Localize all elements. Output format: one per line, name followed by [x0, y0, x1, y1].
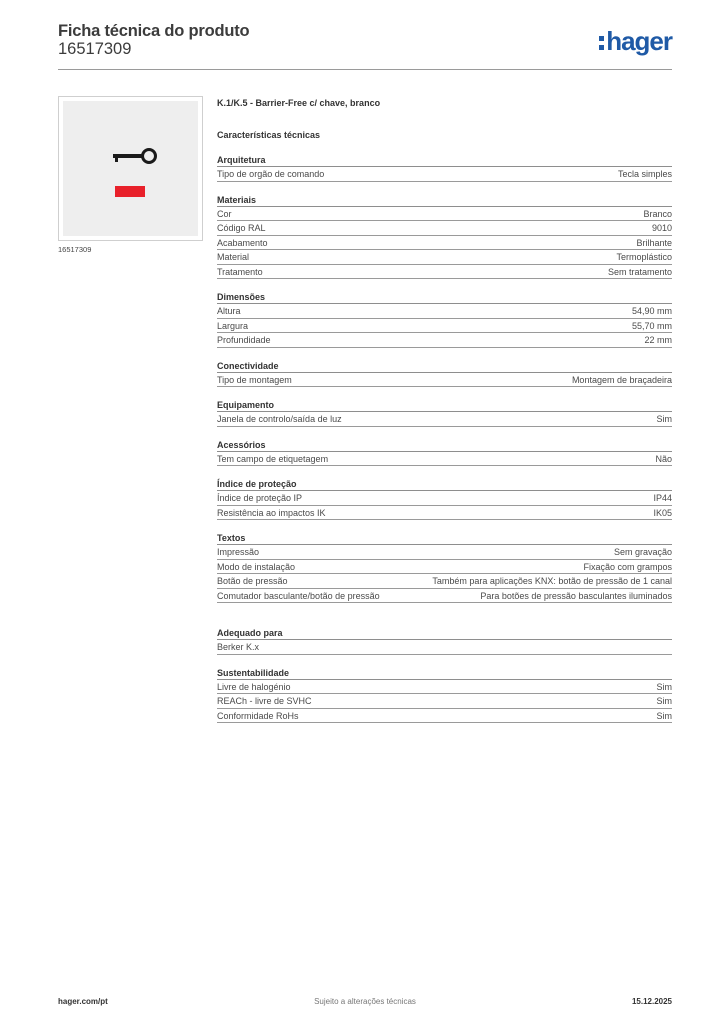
spec-row [217, 373, 672, 388]
spec-row [217, 319, 672, 334]
spec-value: Branco [643, 208, 672, 219]
spec-section [217, 532, 672, 603]
product-name: K.1/K.5 - Barrier-Free c/ chave, branco [217, 98, 381, 108]
spec-value: Para botões de pressão basculantes iluminados [480, 590, 672, 601]
spec-value: Montagem de braçadeira [571, 374, 672, 385]
spec-value: Brilhante [636, 237, 672, 248]
spec-section [217, 667, 672, 724]
spec-row [217, 680, 672, 695]
section-title: Arquitetura [217, 154, 672, 167]
spec-label: REACh - livre de SVHC [217, 696, 312, 706]
section-title: Acessórios [217, 439, 672, 452]
spec-row [217, 167, 672, 182]
spec-section [217, 627, 672, 655]
spec-section [217, 360, 672, 388]
spec-label: Modo de instalação [217, 561, 296, 572]
spec-label: Botão de pressão [217, 576, 288, 586]
spec-section [217, 478, 672, 520]
technical-heading: Características técnicas [217, 130, 321, 140]
spec-label: Comutador basculante/botão de pressão [217, 590, 380, 601]
spec-row [217, 207, 672, 222]
product-number: 16517309 [58, 40, 132, 58]
spec-label: Janela de controlo/saída de luz [217, 414, 342, 424]
page-header [58, 22, 672, 70]
page-footer [58, 997, 672, 1011]
spec-value: Também para aplicações KNX: botão de pressão de 1 canal [432, 576, 672, 586]
spec-label: Índice de proteção IP [217, 493, 303, 503]
key-icon [111, 145, 161, 167]
footer-notice: Sujeito a alterações técnicas [314, 997, 416, 1006]
spec-row [217, 589, 672, 604]
spec-value: IK05 [653, 507, 672, 518]
spec-label: Berker K.x [217, 642, 260, 652]
section-title: Conectividade [217, 360, 672, 373]
logo-dots-icon [599, 36, 604, 50]
spec-row [217, 304, 672, 319]
spec-value: Sim [656, 710, 672, 721]
spec-label: Tratamento [217, 266, 263, 277]
spec-label: Resistência ao impactos IK [217, 507, 326, 518]
spec-section [217, 154, 672, 182]
section-title: Sustentabilidade [217, 667, 672, 680]
spec-label: Tipo de orgão de comando [217, 169, 325, 179]
spec-value: IP44 [653, 493, 672, 503]
spec-section [217, 194, 672, 280]
spec-value: 54,90 mm [631, 306, 672, 316]
spec-label: Altura [217, 306, 241, 316]
spec-row [217, 545, 672, 560]
spec-value: Sim [656, 696, 672, 706]
spec-row [217, 452, 672, 467]
spec-value: 22 mm [644, 335, 672, 345]
spec-section [217, 439, 672, 467]
spec-label: Conformidade RoHs [217, 710, 299, 721]
section-title: Índice de proteção [217, 478, 672, 491]
spec-content [217, 96, 672, 723]
spec-value: Tecla simples [617, 169, 672, 179]
spec-label: Largura [217, 320, 249, 331]
spec-row [217, 640, 672, 655]
spec-label: Tipo de montagem [217, 374, 292, 385]
indicator-window [115, 186, 145, 197]
spec-row [217, 491, 672, 506]
spec-row [217, 265, 672, 280]
spec-value: Sim [656, 414, 672, 424]
spec-row [217, 560, 672, 575]
spec-section [217, 291, 672, 348]
spec-label: Material [217, 252, 250, 262]
spec-sections [217, 154, 672, 723]
spec-value: Sem tratamento [607, 266, 672, 277]
footer-website: hager.com/pt [58, 997, 108, 1006]
spec-value: Não [655, 453, 672, 464]
spec-value: Termoplástico [616, 252, 672, 262]
spec-section [217, 399, 672, 427]
spec-row [217, 412, 672, 427]
spec-row [217, 333, 672, 348]
hager-logo [599, 28, 672, 54]
spec-label: Profundidade [217, 335, 271, 345]
spec-label: Impressão [217, 547, 260, 557]
spec-row [217, 250, 672, 265]
footer-date: 15.12.2025 [631, 997, 672, 1006]
document-title: Ficha técnica do produto [58, 22, 250, 40]
spec-row [217, 221, 672, 236]
spec-row [217, 574, 672, 589]
section-title: Equipamento [217, 399, 672, 412]
spec-value: 9010 [651, 223, 672, 233]
spec-label: Acabamento [217, 237, 268, 248]
spec-row [217, 694, 672, 709]
switch-plate [63, 101, 198, 236]
spec-label: Cor [217, 208, 232, 219]
spec-value: Sim [656, 681, 672, 692]
spec-value: 55,70 mm [631, 320, 672, 331]
spec-label: Código RAL [217, 223, 266, 233]
section-title: Adequado para [217, 627, 672, 640]
section-title: Dimensões [217, 291, 672, 304]
logo-text: hager [606, 26, 672, 56]
spec-label: Livre de halogénio [217, 681, 291, 692]
spec-label: Tem campo de etiquetagem [217, 453, 329, 464]
spec-row [217, 709, 672, 724]
image-caption: 16517309 [58, 245, 92, 254]
product-image [58, 96, 203, 241]
section-title: Textos [217, 532, 672, 545]
section-title: Materiais [217, 194, 672, 207]
spec-row [217, 236, 672, 251]
spec-row [217, 506, 672, 521]
spec-value: Sem gravação [613, 547, 672, 557]
spec-value: Fixação com grampos [583, 561, 672, 572]
